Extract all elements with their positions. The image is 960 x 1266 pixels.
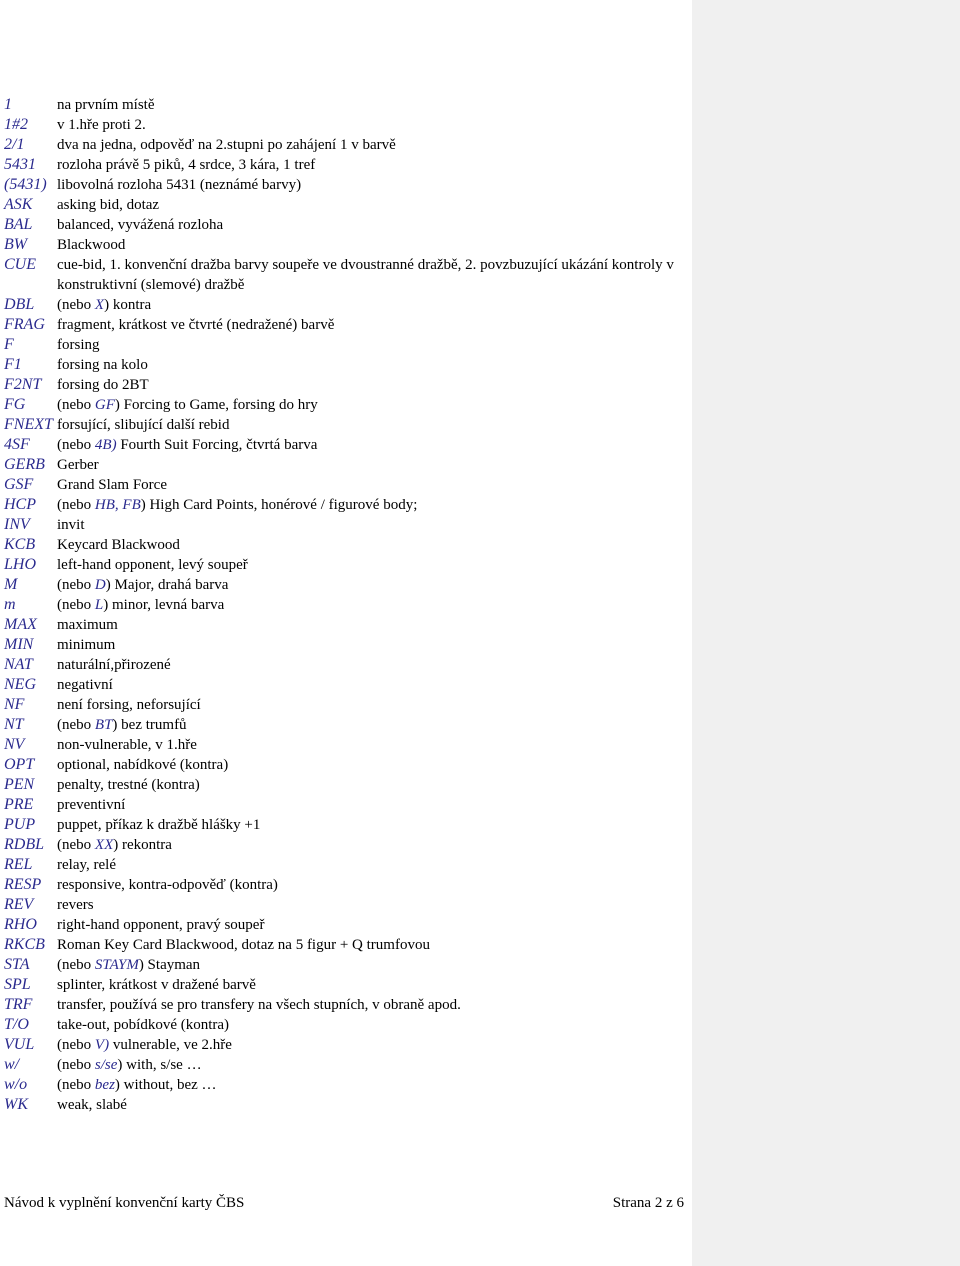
glossary-row bbox=[4, 1035, 689, 1055]
glossary-definition: Keycard Blackwood bbox=[57, 537, 180, 553]
glossary-abbreviation: 5431 bbox=[4, 156, 36, 173]
footer-document-title: Návod k vyplnění konvenční karty ČBS bbox=[4, 1195, 245, 1211]
glossary-row bbox=[4, 375, 689, 395]
glossary-definition: libovolná rozloha 5431 (neznámé barvy) bbox=[57, 177, 302, 193]
glossary-row bbox=[4, 735, 689, 755]
comment-pane bbox=[692, 0, 960, 1266]
glossary-row bbox=[4, 155, 689, 175]
definition-text: ) without, bez … bbox=[114, 1077, 217, 1093]
glossary-definition bbox=[57, 435, 689, 455]
glossary-definition bbox=[57, 495, 689, 515]
glossary-row bbox=[4, 815, 689, 835]
glossary-definition bbox=[57, 1055, 689, 1075]
alternate-abbreviation: s/se bbox=[94, 1057, 118, 1073]
glossary-definition: minimum bbox=[57, 637, 116, 653]
alternate-abbreviation: 4B) bbox=[94, 437, 117, 453]
glossary-abbreviation: M bbox=[4, 576, 18, 593]
glossary-abbreviation: RDBL bbox=[4, 836, 44, 853]
abbreviation-glossary bbox=[4, 95, 689, 1115]
glossary-row bbox=[4, 835, 689, 855]
glossary-row bbox=[4, 1075, 689, 1095]
definition-prefix: (nebo bbox=[57, 597, 95, 613]
glossary-row bbox=[4, 775, 689, 795]
glossary-abbreviation: F1 bbox=[4, 356, 22, 373]
glossary-abbreviation: PRE bbox=[4, 796, 34, 813]
glossary-definition bbox=[57, 575, 689, 595]
glossary-row bbox=[4, 655, 689, 675]
glossary-definition: není forsing, neforsující bbox=[57, 697, 201, 713]
glossary-definition: non-vulnerable, v 1.hře bbox=[57, 737, 197, 753]
definition-text: ) High Card Points, honérové / figurové body; bbox=[140, 497, 418, 513]
glossary-definition: forsující, slibující další rebid bbox=[57, 417, 230, 433]
alternate-abbreviation: D bbox=[94, 577, 106, 593]
glossary-row bbox=[4, 335, 689, 355]
glossary-definition: Roman Key Card Blackwood, dotaz na 5 figur + Q trumfovou bbox=[57, 937, 430, 953]
definition-prefix: (nebo bbox=[57, 577, 95, 593]
glossary-definition bbox=[57, 295, 689, 315]
glossary-definition: preventivní bbox=[57, 797, 126, 813]
glossary-abbreviation: 4SF bbox=[4, 436, 30, 453]
definition-prefix: (nebo bbox=[57, 1057, 95, 1073]
glossary-row bbox=[4, 495, 689, 515]
alternate-abbreviation: L bbox=[94, 597, 104, 613]
glossary-row bbox=[4, 955, 689, 975]
glossary-abbreviation: T/O bbox=[4, 1016, 29, 1033]
glossary-row bbox=[4, 1055, 689, 1075]
glossary-row bbox=[4, 715, 689, 735]
glossary-row bbox=[4, 395, 689, 415]
definition-text: vulnerable, ve 2.hře bbox=[109, 1037, 232, 1053]
glossary-row bbox=[4, 975, 689, 995]
glossary-abbreviation: PUP bbox=[4, 816, 36, 833]
glossary-definition: forsing na kolo bbox=[57, 357, 148, 373]
definition-text: ) rekontra bbox=[113, 837, 172, 853]
footer-page-number: Strana 2 z 6 bbox=[612, 1195, 684, 1211]
glossary-row bbox=[4, 995, 689, 1015]
glossary-definition: balanced, vyvážená rozloha bbox=[57, 217, 224, 233]
glossary-abbreviation: SPL bbox=[4, 976, 31, 993]
glossary-row bbox=[4, 235, 689, 255]
glossary-abbreviation: DBL bbox=[4, 296, 35, 313]
glossary-definition: relay, relé bbox=[57, 857, 116, 873]
glossary-definition: negativní bbox=[57, 677, 113, 693]
glossary-definition: cue-bid, 1. konvenční dražba barvy soupeře ve dvoustranné dražbě, 2. povzbuzující ukázání kontroly v konstruktivní (slemové) dražbě bbox=[57, 257, 674, 293]
glossary-abbreviation: GERB bbox=[4, 456, 45, 473]
glossary-definition: v 1.hře proti 2. bbox=[57, 117, 146, 133]
glossary-definition: asking bid, dotaz bbox=[57, 197, 160, 213]
glossary-row bbox=[4, 895, 689, 915]
glossary-abbreviation: BAL bbox=[4, 216, 33, 233]
glossary-abbreviation: VUL bbox=[4, 1036, 35, 1053]
glossary-abbreviation: (5431) bbox=[4, 176, 47, 193]
glossary-row bbox=[4, 255, 689, 295]
glossary-abbreviation: CUE bbox=[4, 256, 36, 273]
glossary-abbreviation: LHO bbox=[4, 556, 37, 573]
glossary-row bbox=[4, 315, 689, 335]
glossary-row bbox=[4, 855, 689, 875]
glossary-row bbox=[4, 455, 689, 475]
glossary-abbreviation: F2NT bbox=[4, 376, 42, 393]
glossary-row bbox=[4, 575, 689, 595]
glossary-row bbox=[4, 595, 689, 615]
glossary-row bbox=[4, 515, 689, 535]
definition-prefix: (nebo bbox=[57, 837, 95, 853]
glossary-abbreviation: 1 bbox=[4, 96, 12, 113]
glossary-definition: Gerber bbox=[57, 457, 99, 473]
glossary-row bbox=[4, 215, 689, 235]
definition-prefix: (nebo bbox=[57, 957, 95, 973]
glossary-abbreviation: NAT bbox=[4, 656, 33, 673]
glossary-row bbox=[4, 355, 689, 375]
definition-prefix: (nebo bbox=[57, 297, 95, 313]
glossary-definition: puppet, příkaz k dražbě hlášky +1 bbox=[57, 817, 261, 833]
glossary-definition bbox=[57, 955, 689, 975]
glossary-definition: invit bbox=[57, 517, 85, 533]
glossary-row bbox=[4, 435, 689, 455]
glossary-abbreviation: 1#2 bbox=[4, 116, 28, 133]
glossary-row bbox=[4, 935, 689, 955]
glossary-abbreviation: NT bbox=[4, 716, 24, 733]
glossary-definition: revers bbox=[57, 897, 94, 913]
definition-text: ) Major, drahá barva bbox=[105, 577, 229, 593]
definition-text: ) minor, levná barva bbox=[103, 597, 225, 613]
definition-prefix: (nebo bbox=[57, 497, 95, 513]
glossary-abbreviation: FG bbox=[4, 396, 26, 413]
glossary-abbreviation: ASK bbox=[4, 196, 33, 213]
glossary-definition: rozloha právě 5 piků, 4 srdce, 3 kára, 1 tref bbox=[57, 157, 316, 173]
glossary-definition: splinter, krátkost v dražené barvě bbox=[57, 977, 256, 993]
glossary-abbreviation: RKCB bbox=[4, 936, 45, 953]
glossary-definition: na prvním místě bbox=[57, 97, 155, 113]
definition-text: ) kontra bbox=[104, 297, 152, 313]
glossary-row bbox=[4, 555, 689, 575]
glossary-row bbox=[4, 615, 689, 635]
glossary-row bbox=[4, 475, 689, 495]
glossary-abbreviation: GSF bbox=[4, 476, 34, 493]
glossary-row bbox=[4, 195, 689, 215]
glossary-abbreviation: KCB bbox=[4, 536, 36, 553]
definition-text: ) Stayman bbox=[138, 957, 201, 973]
glossary-abbreviation: RESP bbox=[4, 876, 42, 893]
glossary-definition: weak, slabé bbox=[57, 1097, 127, 1113]
alternate-abbreviation: BT bbox=[94, 717, 113, 733]
alternate-abbreviation: XX bbox=[94, 837, 114, 853]
glossary-definition bbox=[57, 835, 689, 855]
glossary-definition: dva na jedna, odpověď na 2.stupni po zahájení 1 v barvě bbox=[57, 137, 396, 153]
glossary-abbreviation: WK bbox=[4, 1096, 28, 1113]
glossary-row bbox=[4, 1015, 689, 1035]
glossary-abbreviation: MAX bbox=[4, 616, 37, 633]
glossary-definition: forsing bbox=[57, 337, 100, 353]
glossary-row bbox=[4, 755, 689, 775]
glossary-definition: right-hand opponent, pravý soupeř bbox=[57, 917, 265, 933]
glossary-definition: forsing do 2BT bbox=[57, 377, 149, 393]
glossary-row bbox=[4, 875, 689, 895]
glossary-abbreviation: 2/1 bbox=[4, 136, 25, 153]
definition-prefix: (nebo bbox=[57, 437, 95, 453]
glossary-row bbox=[4, 135, 689, 155]
glossary-abbreviation: FNEXT bbox=[4, 416, 53, 433]
definition-prefix: (nebo bbox=[57, 1077, 95, 1093]
definition-text: ) Forcing to Game, forsing do hry bbox=[114, 397, 318, 413]
definition-text: Fourth Suit Forcing, čtvrtá barva bbox=[116, 437, 318, 453]
glossary-row bbox=[4, 795, 689, 815]
glossary-definition bbox=[57, 1035, 689, 1055]
glossary-definition: penalty, trestné (kontra) bbox=[57, 777, 200, 793]
glossary-abbreviation: TRF bbox=[4, 996, 33, 1013]
glossary-row bbox=[4, 695, 689, 715]
glossary-abbreviation: F bbox=[4, 336, 14, 353]
glossary-abbreviation: w/ bbox=[4, 1056, 20, 1073]
alternate-abbreviation: X bbox=[94, 297, 105, 313]
alternate-abbreviation: V) bbox=[94, 1037, 110, 1053]
glossary-definition bbox=[57, 595, 689, 615]
glossary-row bbox=[4, 635, 689, 655]
glossary-row bbox=[4, 415, 689, 435]
definition-text: ) with, s/se … bbox=[117, 1057, 202, 1073]
alternate-abbreviation: GF bbox=[94, 397, 115, 413]
glossary-abbreviation: REV bbox=[4, 896, 34, 913]
glossary-abbreviation: HCP bbox=[4, 496, 36, 513]
glossary-abbreviation: OPT bbox=[4, 756, 35, 773]
glossary-abbreviation: m bbox=[4, 596, 16, 613]
glossary-definition: Blackwood bbox=[57, 237, 126, 253]
definition-prefix: (nebo bbox=[57, 397, 95, 413]
glossary-row bbox=[4, 295, 689, 315]
glossary-abbreviation: FRAG bbox=[4, 316, 45, 333]
glossary-definition: fragment, krátkost ve čtvrté (nedražené) barvě bbox=[57, 317, 335, 333]
alternate-abbreviation: bez bbox=[94, 1077, 115, 1093]
definition-text: ) bez trumfů bbox=[112, 717, 187, 733]
glossary-row bbox=[4, 175, 689, 195]
glossary-abbreviation: PEN bbox=[4, 776, 35, 793]
glossary-definition bbox=[57, 1075, 689, 1095]
glossary-definition: naturální,přirozené bbox=[57, 657, 171, 673]
glossary-definition: left-hand opponent, levý soupeř bbox=[57, 557, 248, 573]
glossary-definition: optional, nabídkové (kontra) bbox=[57, 757, 229, 773]
glossary-abbreviation: REL bbox=[4, 856, 33, 873]
glossary-abbreviation: NF bbox=[4, 696, 25, 713]
glossary-row bbox=[4, 95, 689, 115]
glossary-row bbox=[4, 115, 689, 135]
glossary-row bbox=[4, 675, 689, 695]
glossary-definition: Grand Slam Force bbox=[57, 477, 167, 493]
definition-prefix: (nebo bbox=[57, 717, 95, 733]
glossary-definition: maximum bbox=[57, 617, 118, 633]
glossary-row bbox=[4, 535, 689, 555]
glossary-abbreviation: NEG bbox=[4, 676, 36, 693]
glossary-abbreviation: w/o bbox=[4, 1076, 28, 1093]
glossary-abbreviation: INV bbox=[4, 516, 30, 533]
alternate-abbreviation: HB, FB bbox=[94, 497, 141, 513]
glossary-row bbox=[4, 915, 689, 935]
glossary-row bbox=[4, 1095, 689, 1115]
glossary-definition bbox=[57, 715, 689, 735]
glossary-abbreviation: STA bbox=[4, 956, 30, 973]
glossary-abbreviation: NV bbox=[4, 736, 25, 753]
alternate-abbreviation: STAYM bbox=[94, 957, 139, 973]
glossary-definition: transfer, používá se pro transfery na všech stupních, v obraně apod. bbox=[57, 997, 461, 1013]
glossary-definition bbox=[57, 395, 689, 415]
glossary-definition: take-out, pobídkové (kontra) bbox=[57, 1017, 230, 1033]
glossary-abbreviation: RHO bbox=[4, 916, 37, 933]
glossary-definition: responsive, kontra-odpověď (kontra) bbox=[57, 877, 278, 893]
glossary-abbreviation: BW bbox=[4, 236, 28, 253]
definition-prefix: (nebo bbox=[57, 1037, 95, 1053]
glossary-abbreviation: MIN bbox=[4, 636, 34, 653]
